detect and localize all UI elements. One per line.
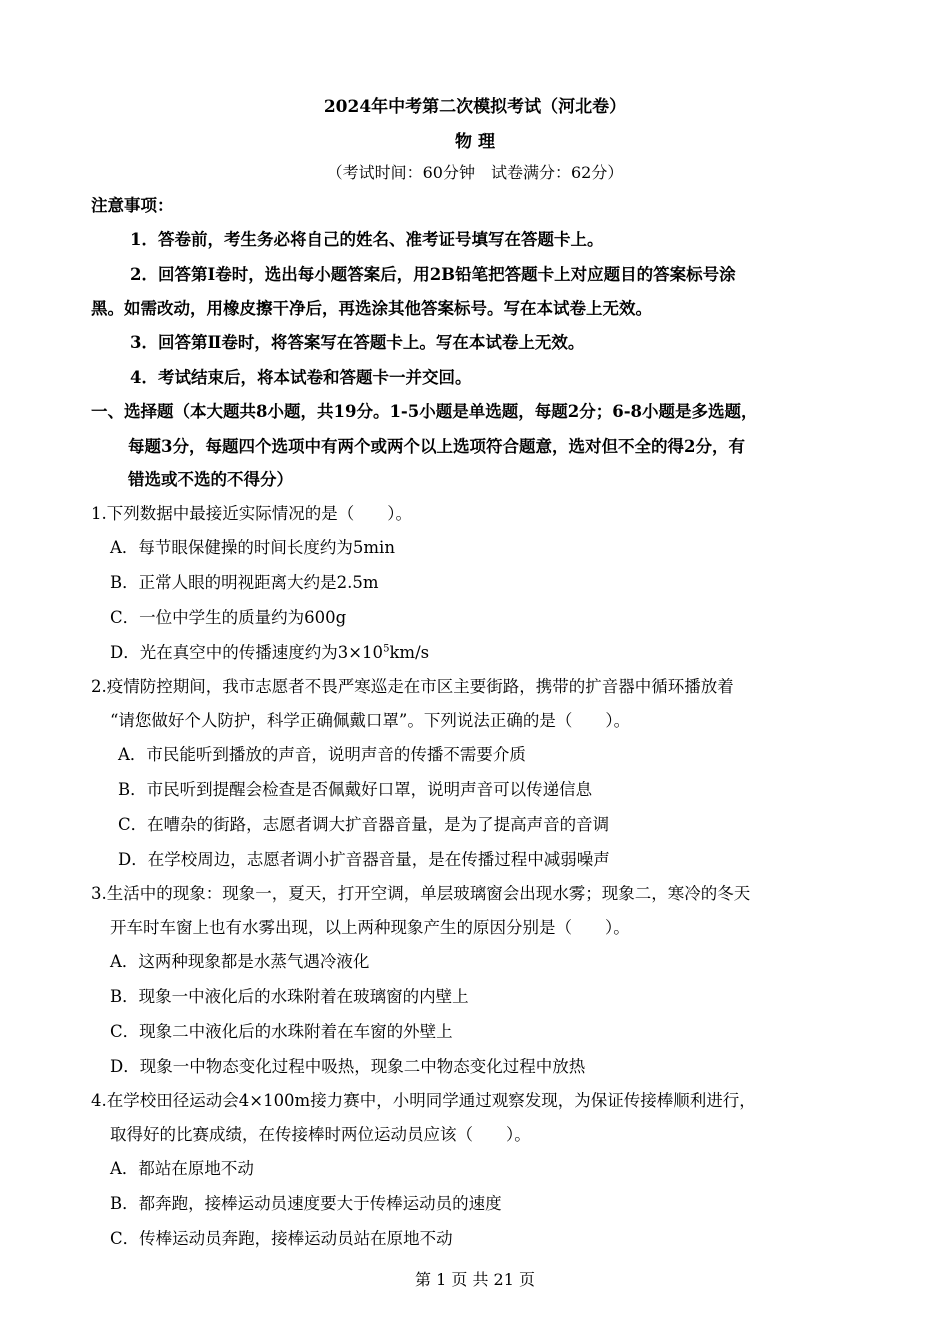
exam-info: （考试时间：60分钟 试卷满分：62分） xyxy=(326,163,624,182)
note-item: 2．回答第Ⅰ卷时，选出每小题答案后，用2B铅笔把答题卡上对应题目的答案标号涂 xyxy=(130,265,736,284)
question-stem: 4.在学校田径运动会4×100m接力赛中，小明同学通过观察发现，为保证传接棒顺利进行， xyxy=(91,1091,756,1110)
section-heading: 一、选择题（本大题共8小题，共19分。1-5小题是单选题，每题2分；6-8小题是多选题， xyxy=(91,402,758,421)
option-d: D．现象一中物态变化过程中吸热，现象二中物态变化过程中放热 xyxy=(110,1057,586,1076)
option-c: C．一位中学生的质量约为600g xyxy=(110,608,347,627)
question-stem: 开车时车窗上也有水雾出现，以上两种现象产生的原因分别是（ ）。 xyxy=(110,918,630,937)
option-d xyxy=(110,642,429,664)
note-item: 黑。如需改动，用橡皮擦干净后，再选涂其他答案标号。写在本试卷上无效。 xyxy=(91,299,652,318)
question-stem: 2.疫情防控期间，我市志愿者不畏严寒巡走在市区主要街路，携带的扩音器中循环播放着 xyxy=(91,677,734,696)
option-a: A．都站在原地不动 xyxy=(110,1159,254,1178)
page-footer: 第 1 页 共 21 页 xyxy=(415,1270,535,1289)
option-b: B．正常人眼的明视距离大约是2.5m xyxy=(110,573,379,592)
option-c: C．传棒运动员奔跑，接棒运动员站在原地不动 xyxy=(110,1229,453,1248)
question-stem: 1.下列数据中最接近实际情况的是（ ）。 xyxy=(91,504,412,523)
note-item: 3．回答第Ⅱ卷时，将答案写在答题卡上。写在本试卷上无效。 xyxy=(130,333,585,352)
section-heading: 错选或不选的不得分） xyxy=(128,470,293,489)
option-d: D．在学校周边，志愿者调小扩音器音量，是在传播过程中减弱噪声 xyxy=(118,850,610,869)
option-d-unit: km/s xyxy=(389,643,430,662)
notes-heading: 注意事项： xyxy=(91,196,174,215)
section-heading: 每题3分，每题四个选项中有两个或两个以上选项符合题意，选对但不全的得2分，有 xyxy=(128,437,745,456)
option-b: B．都奔跑，接棒运动员速度要大于传棒运动员的速度 xyxy=(110,1194,502,1213)
question-stem: 3.生活中的现象：现象一，夏天，打开空调，单层玻璃窗会出现水雾；现象二，寒冷的冬天 xyxy=(91,884,751,903)
exponent: 5 xyxy=(383,643,390,655)
option-c: C．现象二中液化后的水珠附着在车窗的外壁上 xyxy=(110,1022,453,1041)
option-d-text: D．光在真空中的传播速度约为3×10 xyxy=(110,643,384,662)
option-a: A．每节眼保健操的时间长度约为5min xyxy=(110,538,395,557)
option-b: B．市民听到提醒会检查是否佩戴好口罩，说明声音可以传递信息 xyxy=(118,780,593,799)
option-b: B．现象一中液化后的水珠附着在玻璃窗的内壁上 xyxy=(110,987,469,1006)
option-a: A．市民能听到播放的声音，说明声音的传播不需要介质 xyxy=(118,745,526,764)
exam-title: 2024年中考第二次模拟考试（河北卷） xyxy=(323,97,627,117)
question-stem: “请您做好个人防护，科学正确佩戴口罩”。下列说法正确的是（ ）。 xyxy=(110,711,631,730)
question-stem: 取得好的比赛成绩，在传接棒时两位运动员应该（ ）。 xyxy=(110,1125,531,1144)
note-item: 4．考试结束后，将本试卷和答题卡一并交回。 xyxy=(130,368,472,387)
option-c: C．在嘈杂的街路，志愿者调大扩音器音量，是为了提高声音的音调 xyxy=(118,815,610,834)
option-a: A．这两种现象都是水蒸气遇冷液化 xyxy=(110,952,370,971)
subject-title: 物 理 xyxy=(455,132,495,152)
note-item: 1．答卷前，考生务必将自己的姓名、准考证号填写在答题卡上。 xyxy=(130,230,604,249)
